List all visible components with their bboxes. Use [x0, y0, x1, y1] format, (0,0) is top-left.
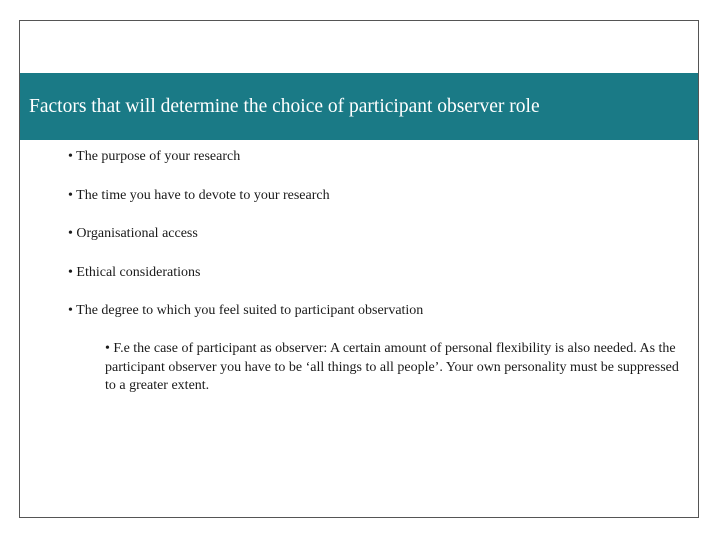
- bullet-item-ethics: • Ethical considerations: [68, 264, 201, 280]
- bullet-item-time: • The time you have to devote to your research: [68, 187, 330, 203]
- slide-title: Factors that will determine the choice of participant observer role: [29, 95, 540, 117]
- bullet-item-suitability: • The degree to which you feel suited to participant observation: [68, 303, 424, 318]
- bullet-item-access: • Organisational access: [68, 226, 198, 241]
- title-bar: [20, 73, 698, 140]
- slide: [19, 20, 699, 518]
- bullet-item-purpose: • The purpose of your research: [68, 149, 241, 164]
- bullet-list: [68, 148, 423, 341]
- sub-bullet-item: • F.e the case of participant as observer: A certain amount of personal flexibility is also needed. As the participant observer you have to be ‘all things to all people’. Your own personality must be suppressed to a greater extent.: [105, 341, 679, 393]
